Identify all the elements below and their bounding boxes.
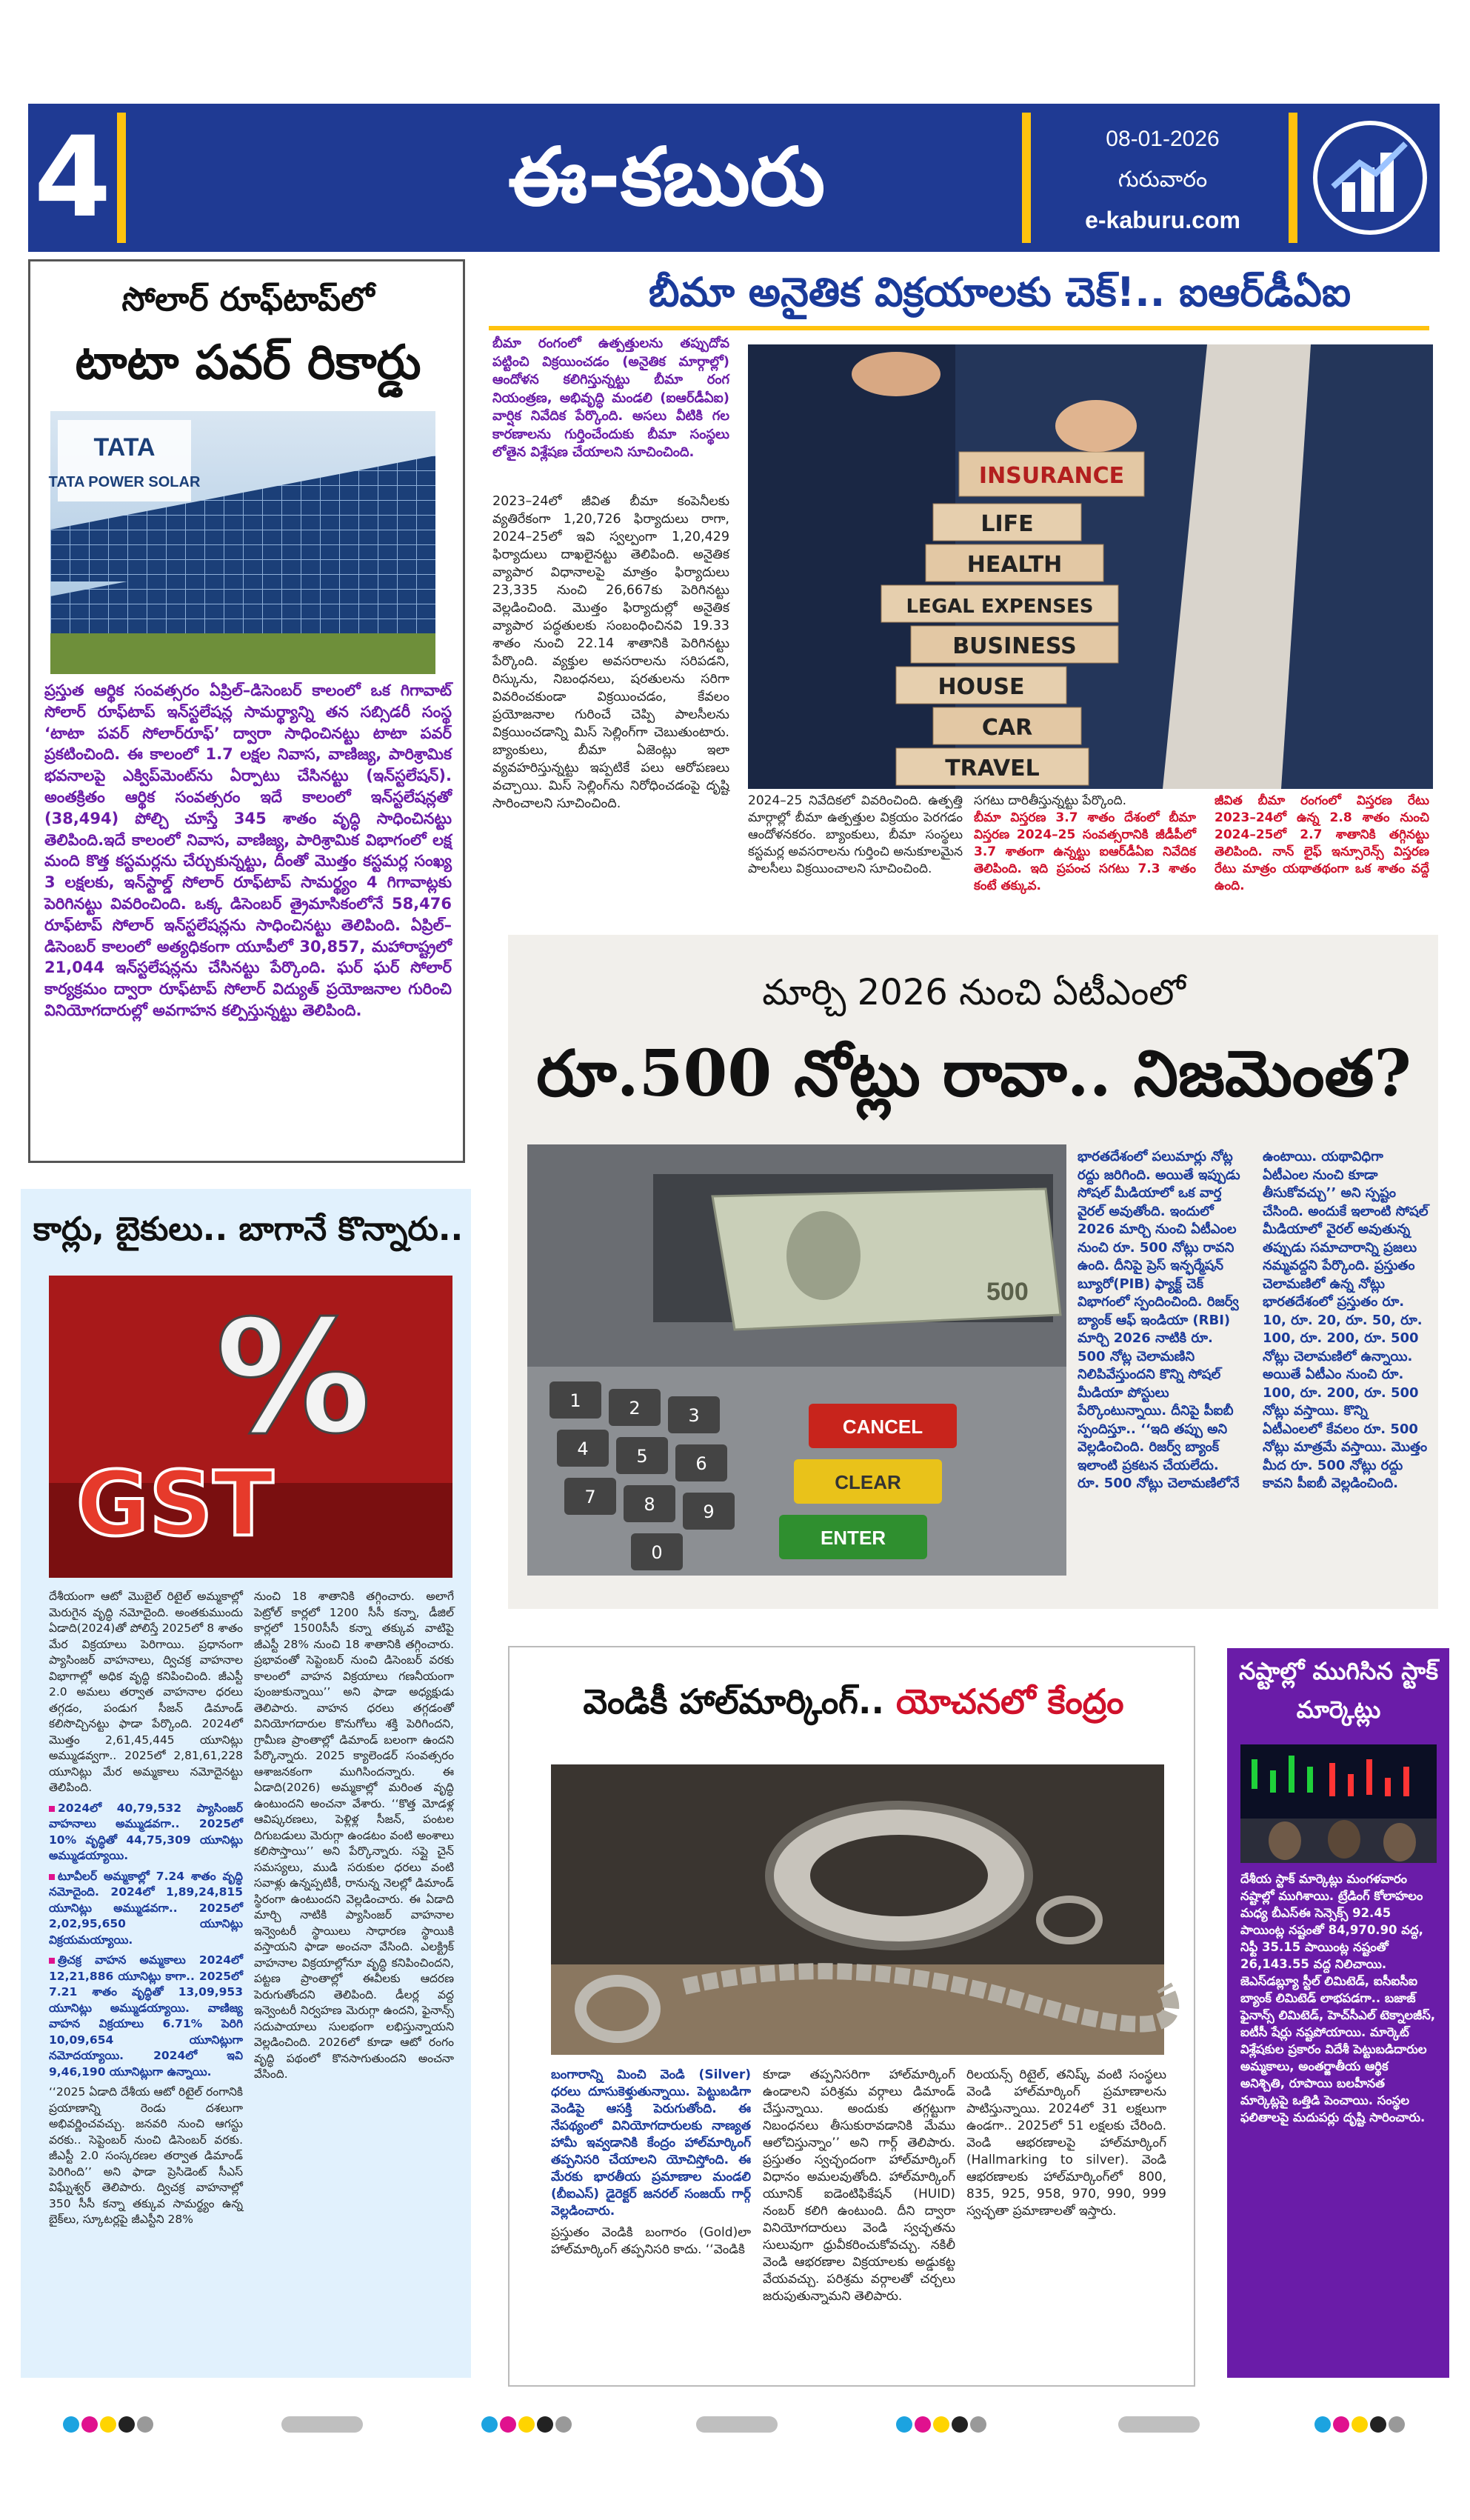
stock-board-image — [1240, 1744, 1437, 1863]
block-insurance: INSURANCE — [978, 463, 1125, 489]
masthead-divider — [117, 113, 126, 243]
clear-key[interactable]: CLEAR — [835, 1471, 901, 1493]
masthead-divider — [1289, 113, 1297, 243]
stocks-body: దేశీయ స్టాక్ మార్కెట్లు మంగళవారం నష్టాల్లో ముగిశాయి. ట్రేడింగ్ కోలాహలం మధ్య బీఎస్‌ఈ సెన్సెక్స్ 92.45 పాయింట్ల నష్టంతో 84,970.90 వద్ద, నిఫ్టీ 35.15 పాయింట్ల నష్టంతో 26,143.55 వద్ద నిలిచాయి. జెఎస్‌డబ్ల్యూ స్టీల్ లిమిటెడ్, ఐసీఐసీఐ బ్యాంక్ లిమిటెడ్ లాభపడగా.. బజాజ్ ఫైనాన్స్ లిమిటెడ్, హెచ్‌సీఎల్ టెక్నాలజీస్, ఐటీసీ షేర్లు నష్టపోయాయి. మార్కెట్ విశ్లేషకుల ప్రకారం విదేశీ పెట్టుబడిదారుల అమ్మకాలు, అంతర్జాతీయ ఆర్థిక అనిశ్చితి, రూపాయి బలహీనత మార్కెట్లపై ఒత్తిడి పెంచాయి. సంస్థల ఫలితాలపై మదుపర్లు దృష్టి సారించారు. — [1240, 1872, 1436, 2124]
gst-col2: నుంచి 18 శాతానికి తగ్గించారు. అలాగే పెట్రోల్ కార్లలో 1200 సీసీ కన్నా, డీజిల్ కార్లలో 1500సీసీ కన్నా తక్కువ వాటిపై జీఎస్టీ 28% నుంచి 18 శాతానికి తగ్గించారు. ప్రభావంతో సెప్టెంబర్ నుంచి డిసెంబర్ వరకు కాలంలో వాహన విక్రయాలు గణనీయంగా పుంజుకున్నాయి’’ అని ఫాడా అధ్యక్షుడు తెలిపారు. వాహన ధరలు తగ్గడంతో వినియోగదారుల కొనుగోలు శక్తి పెరిగిందని, గ్రామీణ ప్రాంతాల్లో డిమాండ్ బలంగా ఉందని పేర్కొన్నారు. 2025 క్యాలెండర్ సంవత్సరం ఆశాజనకంగా ముగిసిందన్నారు. ఈ ఏడాది(2026) అమ్మకాల్లో మరింత వృద్ధి ఉంటుందని అంచనా వేశారు. ‘‘కొత్త మోడళ్ల ఆవిష్కరణలు, పెళ్లిళ్ల సీజన్, పంటల దిగుబడులు మెరుగ్గా ఉండటం వంటి అంశాలు కలిసొస్తాయి’’ అని పేర్కొన్నారు. సప్లై చైన్ సమస్యలు, ముడి సరుకుల ధరలు వంటి సవాళ్లు ఉన్నప్పటికీ, రానున్న నెలల్లో డిమాండ్ స్థిరంగా ఉంటుందని వెల్లడించారు. ఈ ఏడాది మార్చి నాటికి ప్యాసింజర్ వాహనాల ఇన్వెంటరీ స్థాయిలు సాధారణ స్థాయికి వస్తాయని ఫాడా అంచనా వేసింది. ఎలక్ట్రిక్ వాహనాల విక్రయాల్లోనూ వృద్ధి కనిపించిందని, పట్టణ ప్రాంతాల్లో ఈవీలకు ఆదరణ పెరుగుతోందని తెలిపింది. డీలర్ల వద్ద ఇన్వెంటరీ నిర్వహణ మెరుగ్గా ఉందని, ఫైనాన్స్ సదుపాయాలు సులభంగా లభిస్తున్నాయని వెల్లడించింది. 2026లో కూడా ఆటో రంగం వృద్ధి పథంలో కొనసాగుతుందని అంచనా వేసింది. — [254, 1590, 454, 2081]
gst-image-text: GST — [76, 1453, 274, 1556]
insurance-foot-left: 2024–25 నివేదికలో వివరించింది. ఉత్పత్తి మార్గాల్లో బీమా ఉత్పత్తుల విక్రయం పెరగడం ఆందోళనకరం. బ్యాంకులు, బీమా సంస్థలు కస్టమర్ల అవసరాలను గుర్తించి అనుకూలమైన పాలసీలు విక్రయించాలని సూచించింది. — [748, 793, 963, 876]
insurance-headline: బీమా అనైతిక విక్రయాలకు చెక్!.. ఐఆర్‌డీఏఐ — [648, 269, 1352, 316]
gst-image — [49, 1276, 452, 1578]
block-travel: TRAVEL — [945, 756, 1040, 781]
tata-brand-text: TATA — [93, 433, 156, 461]
registration-colors — [481, 2416, 572, 2433]
gst-bullet-text: త్రిచక్ర వాహన అమ్మకాలు 2024లో 12,21,886 యూనిట్లు కాగా.. 2025లో 7.21 శాతం వృద్ధితో 13,09,953 యూనిట్లు అమ్ముడయ్యాయి. వాణిజ్య వాహన విక్రయాలు 6.71% పెరిగి 10,09,654 యూనిట్లుగా నమోదయ్యాయి. 2024లో ఇవి 9,46,190 యూనిట్లుగా ఉన్నాయి. — [49, 1953, 243, 2079]
insurance-blocks-image — [748, 344, 1433, 789]
key-6[interactable]: 6 — [695, 1453, 707, 1474]
cancel-key[interactable]: CANCEL — [842, 1416, 923, 1438]
block-car: CAR — [981, 715, 1033, 741]
percent-sign-icon: % — [215, 1287, 372, 1468]
silver-col2: కూడా తప్పనిసరిగా హాల్‌మార్కింగ్ ఉండాలని పరిశ్రమ వర్గాలు డిమాండ్ చేస్తున్నాయి. అందుకు తగ్గట్టుగా నిబంధనలు తీసుకురావడానికి మేము ఆలోచిస్తున్నాం’’ అని గార్గ్ తెలిపారు. ప్రస్తుతం స్వచ్ఛందంగా హాల్‌మార్కింగ్ విధానం అమలవుతోంది. హాల్‌మార్కింగ్ యూనిక్ ఐడెంటిఫికేషన్ (HUID) నంబర్ కలిగి ఉంటుంది. దీని ద్వారా వినియోగదారులు వెండి స్వచ్ఛతను సులువుగా ధ్రువీకరించుకోవచ్చు. నకిలీ వెండి ఆభరణాల విక్రయాలకు అడ్డుకట్ట వేయవచ్చు. పరిశ్రమ వర్గాలతో చర్చలు జరుపుతున్నామని తెలిపారు. — [763, 2067, 955, 2304]
silver-headline-b: యోచనలో కేంద్రం — [895, 1681, 1124, 1721]
registration-pill — [281, 2416, 363, 2433]
silver-col1 — [551, 2067, 751, 2370]
key-5[interactable]: 5 — [636, 1446, 648, 1467]
bullet-icon — [49, 1874, 55, 1880]
solar-panels-image — [50, 411, 435, 674]
block-life: LIFE — [980, 511, 1034, 537]
page-number: 4 — [33, 113, 112, 242]
newspaper-logo: ఈ-కబురు — [507, 131, 826, 224]
solar-kicker: సోలార్ రూఫ్‌టాప్‌లో — [121, 281, 375, 319]
registration-pill — [696, 2416, 778, 2433]
key-4[interactable]: 4 — [577, 1439, 589, 1459]
gst-intro: దేశీయంగా ఆటో మొబైల్ రిటైల్ అమ్మకాల్లో మెరుగైన వృద్ధి నమోదైంది. అంతకుముందు ఏడాది(2024)తో పోలిస్తే 2025లో 8 శాతం మేర విక్రయాలు పెరిగాయి. ప్రధానంగా ప్యాసింజర్ వాహనాలు, ద్విచక్ర వాహనాల విభాగాల్లో అధిక వృద్ధి కనిపించింది. జీఎస్టీ 2.0 అమలు తర్వాత వాహనాల ధరలు తగ్గడం, పండుగ సీజన్ డిమాండ్ కలిసొచ్చినట్టు ఫాడా పేర్కొంది. 2024లో మొత్తం 2,61,45,445 యూనిట్లు అమ్ముడవ్వగా.. 2025లో 2,81,61,228 యూనిట్లు మేర అమ్మకాలు నమోదైనట్టు తెలిపింది. — [49, 1590, 243, 1794]
website-link[interactable]: e-kaburu.com — [1085, 207, 1240, 233]
silver-lead: బంగారాన్ని మించి వెండి (Silver) ధరలు దూసుకెళ్తుతున్నాయి. పెట్టుబడిగా వెండిపై ఆసక్తి పెరుగుతోంది. ఈ నేపథ్యంలో వినియోగదారులకు నాణ్యత హామీ ఇవ్వడానికి కేంద్రం హాల్‌మార్కింగ్ తప్పనిసరి చేయాలని యోచిస్తోంది. ఈ మేరకు భారతీయ ప్రమాణాల మండలి (బీఐఎస్) డైరెక్టర్ జనరల్ సంజయ్ గార్గ్ వెల్లడించారు. — [551, 2067, 751, 2219]
block-house: HOUSE — [938, 674, 1025, 700]
insurance-penetration-box: బీమా విస్తరణ 3.7 శాతం దేశంలో బీమా విస్తరణ 2024–25 సంవత్సరానికి జీడీపీలో 3.7 శాతంగా ఉన్నట్టు ఐఆర్‌డీఏఐ నివేదిక తెలిపింది. ఇది ప్రపంచ సగటు 7.3 శాతం కంటే తక్కువ. — [974, 810, 1196, 893]
bullet-icon — [49, 1958, 55, 1964]
block-health: HEALTH — [966, 552, 1063, 578]
bullet-icon — [49, 1806, 55, 1812]
gst-bullet-text: టూవీలర్ అమ్మకాల్లో 7.24 శాతం వృద్ధి నమోదైంది. 2024లో 1,89,24,815 యూనిట్లు అమ్ముడవగా.. 2025లో 2,02,95,650 యూనిట్లు విక్రయమయ్యాయి. — [49, 1869, 243, 1947]
key-3[interactable]: 3 — [688, 1405, 700, 1426]
silver-headline — [511, 1676, 1196, 1727]
insurance-lead: బీమా రంగంలో ఉత్పత్తులను తప్పుదోవ పట్టించి విక్రయించడం (అనైతిక మార్గాల్లో) ఆందోళన కలిగిస్తున్నట్టు బీమా రంగ నియంత్రణ, అభివృద్ధి మండలి (ఐఆర్‌డీఏఐ) వార్షిక నివేదిక పేర్కొంది. అసలు వీటికి గల కారణాలను గుర్తించేందుకు బీమా సంస్థలు లోతైన విశ్లేషణ చేయాలని సూచించింది. — [492, 336, 729, 460]
atm-headline: రూ.500 నోట్లు రావా.. నిజమెంత? — [536, 1036, 1411, 1111]
atm-col2: ఉంటాయి. యథావిధిగా ఏటీఎంల నుంచి కూడా తీసుకోవచ్చు’’ అని స్పష్టం చేసింది. అందుకే ఇలాంటి సోషల్ మీడియాలో వైరల్ అవుతున్న తప్పుడు సమాచారాన్ని ప్రజలు నమ్మవద్దని పేర్కొంది. ప్రస్తుతం చెలామణిలో ఉన్న నోట్లు భారతదేశంలో ప్రస్తుతం రూ. 10, రూ. 20, రూ. 50, రూ. 100, రూ. 200, రూ. 500 నోట్లు చెలామణిలో ఉన్నాయి. అయితే ఏటీఎం నుంచి రూ. 100, రూ. 200, రూ. 500 నోట్లు వస్తాయి. కొన్ని ఏటీఎంలలో కేవలం రూ. 500 నోట్లు మాత్రమే వస్తాయి. మొత్తం మీద రూ. 500 నోట్లు రద్దు కావని పీఐబీ వెల్లడించింది. — [1263, 1149, 1429, 1491]
atm-kicker: మార్చి 2026 నుంచి ఏటీఎంలో — [762, 972, 1186, 1013]
insurance-foot-mid-text: సగటు దారితీస్తున్నట్టు పేర్కొంది. — [974, 793, 1127, 808]
tata-caption-text: TATA POWER SOLAR — [48, 474, 201, 490]
insurance-body: 2023–24లో జీవిత బీమా కంపెనీలకు వ్యతిరేకంగా 1,20,726 ఫిర్యాదులు రాగా, 2024–25లో ఇవి స్వల్పంగా 1,20,429 ఫిర్యాదులు దాఖలైనట్టు తెలిపింది. అనైతిక వ్యాపార విధానాలపై మాత్రం ఫిర్యాదులు 23,335 నుంచి 26,667కు పెరిగినట్టు వెల్లడించింది. మొత్తం ఫిర్యాదుల్లో అనైతిక వ్యాపార పద్ధతులకు సంబంధించినవి 19.33 శాతం నుంచి 22.14 శాతానికి పెరిగినట్టు పేర్కొంది. వ్యక్తుల అవసరాలను సరిపడని, రిస్కును, నిబంధనలు, షరతులను సరిగా వివరించకుండా విక్రయించడం, కేవలం ప్రయోజనాల గురించే చెప్పి పాలసీలను విక్రయించడాన్ని మిస్‌ సెల్లింగ్‌గా చెబుతుంటారు. బ్యాంకులు, బీమా ఏజెంట్లు ఇలా వ్యవహరిస్తున్నట్టు ఇప్పటికే పలు ఆరోపణలు వచ్చాయి. మిస్ సెల్లింగ్‌ను నిరోధించడంపై దృష్టి సారించాలని సూచించింది. — [492, 494, 729, 811]
atm-col1: భారతదేశంలో పలుమార్లు నోట్ల రద్దు జరిగింది. అయితే ఇప్పుడు సోషల్ మీడియాలో ఒక వార్త వైరల్ అవుతోంది. ఇందులో 2026 మార్చి నుంచి ఏటీఎంల నుంచి రూ. 500 నోట్లు రావని ఉంది. దీనిపై ప్రెస్ ఇన్ఫర్మేషన్ బ్యూరో(PIB) ఫ్యాక్ట్ చెక్ విభాగంలో స్పందించింది. రిజర్వ్ బ్యాంక్ ఆఫ్ ఇండియా (RBI) మార్చి 2026 నాటికి రూ. 500 నోట్ల చెలామణిని నిలిపివేస్తుందని కొన్ని సోషల్ మీడియా పోస్టులు పేర్కొంటున్నాయి. దీనిపై పీఐబీ స్పందిస్తూ.. ‘‘ఇది తప్పు అని వెల్లడించింది. రిజర్వ్ బ్యాంక్ ఇలాంటి ప్రకటన చేయలేదు. రూ. 500 నోట్లు చెలామణిలోనే — [1078, 1149, 1240, 1491]
block-business: BUSINESS — [952, 633, 1077, 659]
silver-col3: రిలయన్స్ రిటైల్, తనిష్క్ వంటి సంస్థలు వెండి హాల్‌మార్కింగ్ ప్రమాణాలను పాటిస్తున్నాయి. 2024లో 31 లక్షలుగా ఉండగా.. 2025లో 51 లక్షలకు చేరింది. వెండి ఆభరణాలపై హాల్‌మార్కింగ్ (Hallmarking to silver). వెండి ఆభరణాలకు హాల్‌మార్కింగ్‌లో 800, 835, 925, 958, 970, 990, 999 స్వచ్ఛతా ప్రమాణాలతో ఇస్తారు. — [966, 2067, 1166, 2219]
registration-colors — [63, 2416, 153, 2433]
issue-day: గురువారం — [1117, 167, 1208, 192]
insurance-foot-mid — [974, 793, 1196, 941]
key-9[interactable]: 9 — [703, 1501, 715, 1522]
solar-headline: టాటా పవర్ రికార్డు — [75, 336, 421, 390]
gst-tail: ‘‘2025 ఏడాది దేశీయ ఆటో రిటైల్ రంగానికి ప్రయాణాన్ని రెండు దశలుగా అభివర్ణించవచ్చు. జనవరి నుంచి ఆగస్టు వరకు.. సెప్టెంబర్ నుంచి డిసెంబర్ వరకు. జీఎస్టీ 2.0 సంస్కరణల తర్వాత డిమాండ్ పెరిగింది’’ అని ఫాడా ప్రెసిడెంట్ సీఎస్ విఘ్నేశ్వర్ తెలిపారు. ద్విచక్ర వాహనాల్లో 350 సీసీ కన్నా తక్కువ సామర్థ్యం ఉన్న బైక్‌లు, స్కూటర్లపై జీఎస్టీని 28% — [49, 2085, 243, 2226]
gst-bullet-threewheeler — [49, 1953, 243, 2080]
note-value-text: 500 — [986, 1278, 1029, 1306]
enter-key[interactable]: ENTER — [820, 1527, 886, 1549]
stocks-headline: నష్టాల్లో ముగిసిన స్టాక్ మార్కెట్లు — [1238, 1657, 1439, 1724]
key-8[interactable]: 8 — [644, 1494, 655, 1515]
masthead-info — [1066, 119, 1259, 241]
key-0[interactable]: 0 — [651, 1542, 663, 1563]
key-2[interactable]: 2 — [629, 1398, 641, 1419]
gst-col1 — [49, 1589, 243, 2370]
key-7[interactable]: 7 — [584, 1487, 596, 1507]
registration-pill — [1118, 2416, 1200, 2433]
issue-date: 08-01-2026 — [1106, 127, 1220, 151]
gst-bullet-twowheeler — [49, 1869, 243, 1949]
gst-headline: కార్లు, బైకులు.. బాగానే కొన్నారు.. — [33, 1210, 464, 1248]
gst-bullet-passenger — [49, 1801, 243, 1864]
market-emblem-icon — [1311, 119, 1429, 237]
registration-colors — [896, 2416, 986, 2433]
gst-bullet-text: 2024లో 40,79,532 ప్యాసింజర్ వాహనాలు అమ్ముడవగా.. 2025లో 10% వృద్ధితో 44,75,309 యూనిట్లు అమ్ముడయ్యాయి. — [49, 1801, 243, 1862]
masthead-divider — [1022, 113, 1031, 243]
insurance-foot-right: జీవిత బీమా రంగంలో విస్తరణ రేటు 2023–24లో ఉన్న 2.8 శాతం నుంచి 2024–25లో 2.7 శాతానికి తగ్గినట్టు తెలిపింది. నాన్ లైఫ్ ఇన్సూరెన్స్ విస్తరణ రేటు మాత్రం యథాతథంగా ఒక శాతం వద్దే ఉంది. — [1215, 793, 1429, 893]
atm-image — [527, 1144, 1066, 1576]
silver-headline-a: వెండికీ హాల్‌మార్కింగ్.. — [583, 1681, 884, 1721]
silver-lead-tail: ప్రస్తుతం వెండికి బంగారం (Gold)లా హాల్‌మార్కింగ్ తప్పనిసరి కాదు. ‘‘వెండికి — [551, 2225, 751, 2257]
insurance-rule — [489, 326, 1429, 330]
registration-colors — [1314, 2416, 1405, 2433]
solar-body: ప్రస్తుత ఆర్థిక సంవత్సరం ఏప్రిల్–డిసెంబర్ కాలంలో ఒక గిగావాట్ సోలార్ రూఫ్‌టాప్ ఇన్‌స్టలేషన్ల సామర్థ్యాన్ని తన సబ్సిడరీ సంస్థ ‘టాటా పవర్ సోలార్‌రూఫ్’ ద్వారా సాధించినట్టు టాటా పవర్ ప్రకటించింది. ఈ కాలంలో 1.7 లక్షల నివాస, వాణిజ్య, పారిశ్రామిక భవనాలపై ఎక్విప్‌మెంట్‌ను ఏర్పాటు చేసినట్టు (ఇన్‌స్టలేషన్). అంతక్రితం ఆర్థిక సంవత్సరం ఇదే కాలంలో ఇన్‌స్టలేషన్లతో (38,494) పోల్చి చూస్తే 345 శాతం వృద్ధి సాధించినట్టు తెలిపింది.ఇదే కాలంలో నివాస, వాణిజ్య, పారిశ్రామిక విభాగంలో లక్ష మంది కొత్త కస్టమర్లను చేర్చుకున్నట్టు, దీంతో మొత్తం కస్టమర్ల సంఖ్య 3 లక్షలకు, ఇన్‌స్టాల్డ్ సోలార్ రూఫ్‌టాప్ సామర్థ్యం 4 గిగావాట్లకు పెరిగినట్టు వివరించింది. ఒక్క డిసెంబర్ త్రైమాసికంలోనే 58,476 రూఫ్‌టాప్ సోలార్ ఇన్‌స్టలేషన్లను సాధించినట్టు తెలిపింది. ఏప్రిల్–డిసెంబర్ కాలంలో అత్యధికంగా యూపీలో 30,857, మహారాష్ట్రలో 21,044 ఇన్‌స్టలేషన్లను చేసినట్టు పేర్కొంది. ఘర్ ఘర్ సోలార్ కార్యక్రమం ద్వారా రూఫ్‌టాప్ సోలార్ విద్యుత్ ప్రయోజనాల గురించి వినియోగదారుల్లో అవగాహన కల్పిస్తున్నట్టు తెలిపింది. — [44, 681, 452, 1019]
key-1[interactable]: 1 — [569, 1390, 581, 1411]
block-legal-expenses: LEGAL EXPENSES — [906, 596, 1094, 618]
silver-jewellery-image — [551, 1764, 1164, 2055]
